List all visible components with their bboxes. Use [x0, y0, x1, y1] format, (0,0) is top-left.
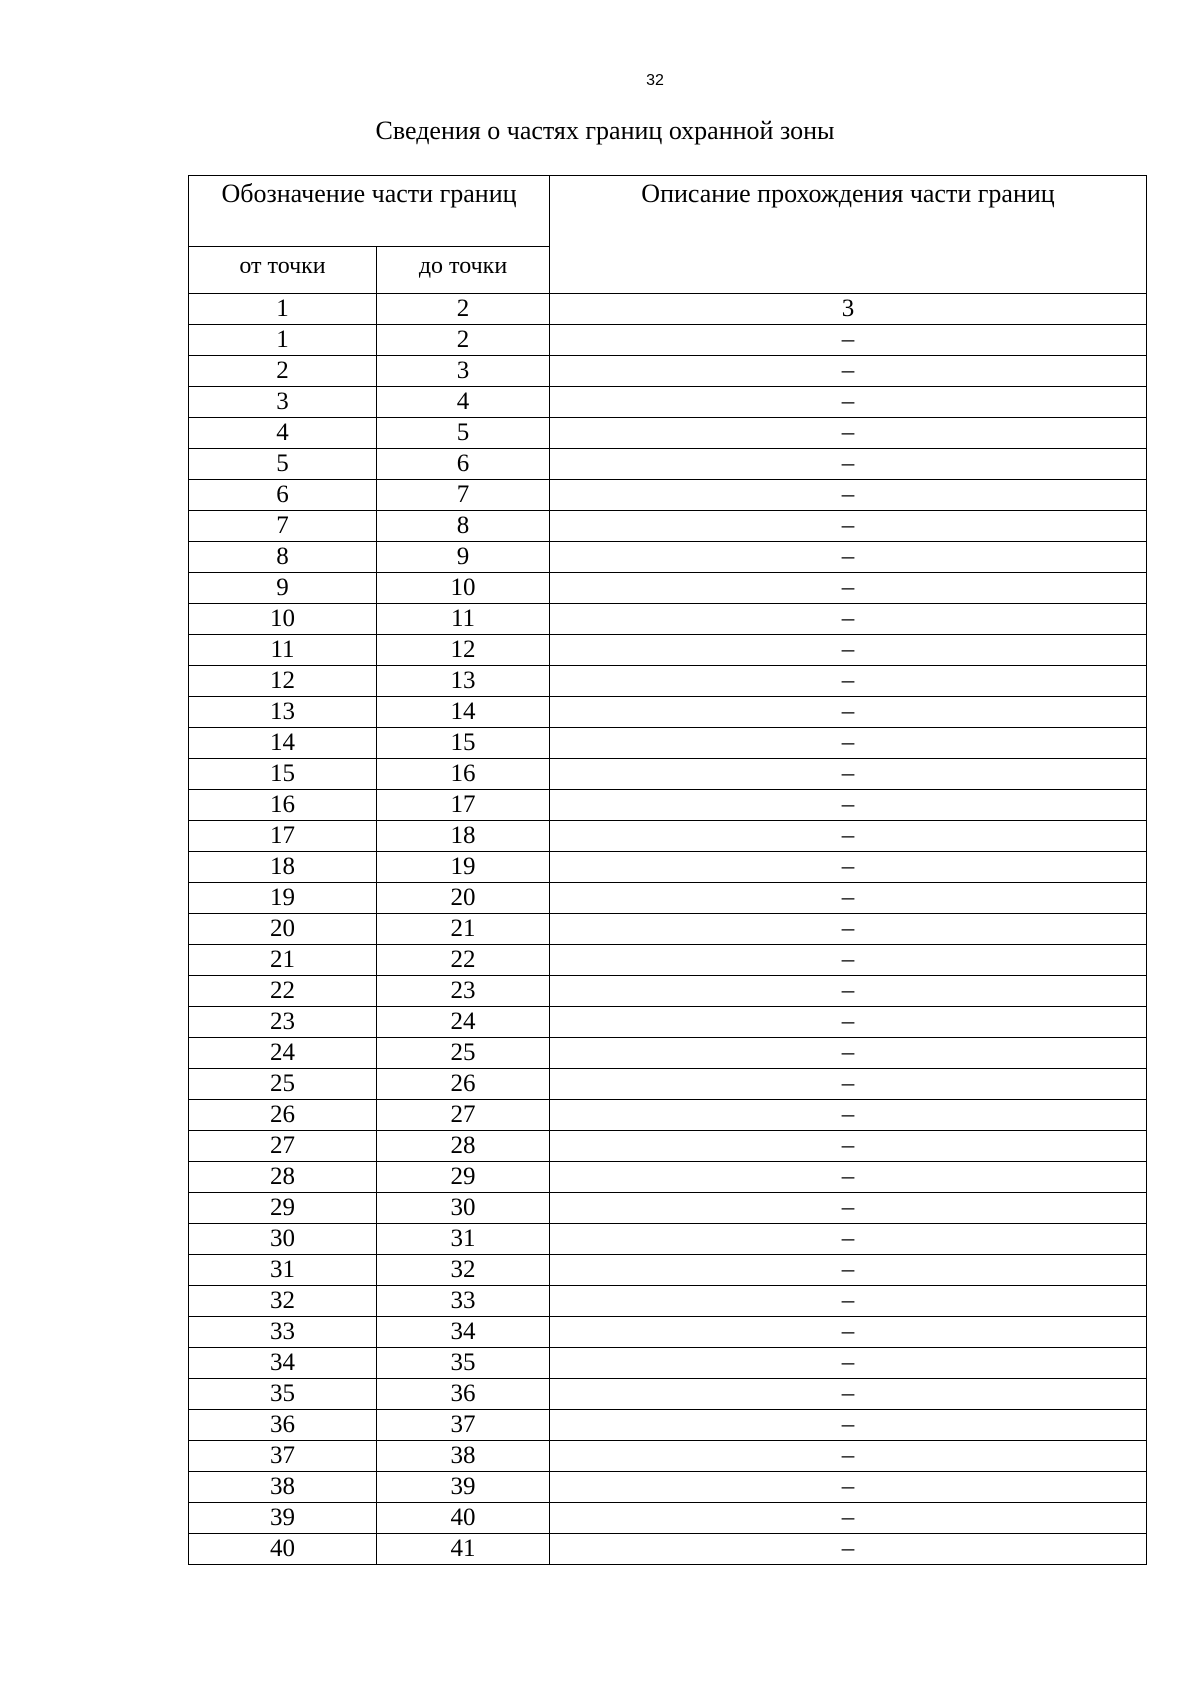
- table-row: [189, 1317, 1147, 1348]
- from-point-cell: 32: [189, 1286, 377, 1317]
- to-point-cell: 40: [377, 1503, 550, 1534]
- from-point-cell: 33: [189, 1317, 377, 1348]
- table-row: [189, 1069, 1147, 1100]
- from-point-cell: 25: [189, 1069, 377, 1100]
- table-row: [189, 573, 1147, 604]
- description-cell: –: [550, 480, 1147, 511]
- to-point-cell: 36: [377, 1379, 550, 1410]
- header-to-point: до точки: [377, 247, 550, 294]
- description-cell: –: [550, 1007, 1147, 1038]
- table-row: [189, 1038, 1147, 1069]
- to-point-cell: 7: [377, 480, 550, 511]
- description-cell: –: [550, 1069, 1147, 1100]
- description-cell: –: [550, 1534, 1147, 1565]
- description-cell: –: [550, 387, 1147, 418]
- description-cell: –: [550, 759, 1147, 790]
- column-number: 3: [550, 294, 1147, 325]
- from-point-cell: 13: [189, 697, 377, 728]
- table-row: [189, 883, 1147, 914]
- to-point-cell: 24: [377, 1007, 550, 1038]
- to-point-cell: 13: [377, 666, 550, 697]
- table-row: [189, 976, 1147, 1007]
- table-row: [189, 1534, 1147, 1565]
- description-cell: –: [550, 1472, 1147, 1503]
- table-row: [189, 1379, 1147, 1410]
- description-cell: –: [550, 821, 1147, 852]
- description-cell: –: [550, 852, 1147, 883]
- description-cell: –: [550, 449, 1147, 480]
- from-point-cell: 2: [189, 356, 377, 387]
- table-row: [189, 449, 1147, 480]
- to-point-cell: 26: [377, 1069, 550, 1100]
- description-cell: –: [550, 883, 1147, 914]
- to-point-cell: 21: [377, 914, 550, 945]
- description-cell: –: [550, 1286, 1147, 1317]
- table-row: [189, 1410, 1147, 1441]
- to-point-cell: 22: [377, 945, 550, 976]
- to-point-cell: 35: [377, 1348, 550, 1379]
- table-row: [189, 790, 1147, 821]
- from-point-cell: 11: [189, 635, 377, 666]
- description-cell: –: [550, 1162, 1147, 1193]
- description-cell: –: [550, 790, 1147, 821]
- to-point-cell: 10: [377, 573, 550, 604]
- table-row: [189, 666, 1147, 697]
- description-cell: –: [550, 1193, 1147, 1224]
- to-point-cell: 33: [377, 1286, 550, 1317]
- to-point-cell: 39: [377, 1472, 550, 1503]
- from-point-cell: 20: [189, 914, 377, 945]
- from-point-cell: 16: [189, 790, 377, 821]
- from-point-cell: 4: [189, 418, 377, 449]
- to-point-cell: 8: [377, 511, 550, 542]
- from-point-cell: 26: [189, 1100, 377, 1131]
- from-point-cell: 17: [189, 821, 377, 852]
- from-point-cell: 1: [189, 325, 377, 356]
- from-point-cell: 34: [189, 1348, 377, 1379]
- description-cell: –: [550, 976, 1147, 1007]
- to-point-cell: 27: [377, 1100, 550, 1131]
- document-title: Сведения о частях границ охранной зоны: [375, 116, 835, 145]
- description-cell: –: [550, 1441, 1147, 1472]
- to-point-cell: 11: [377, 604, 550, 635]
- to-point-cell: 23: [377, 976, 550, 1007]
- header-boundary-description: Описание прохождения части границ: [550, 176, 1147, 294]
- from-point-cell: 23: [189, 1007, 377, 1038]
- description-cell: –: [550, 914, 1147, 945]
- to-point-cell: 17: [377, 790, 550, 821]
- table-row: [189, 542, 1147, 573]
- description-cell: –: [550, 1100, 1147, 1131]
- table-row: [189, 1131, 1147, 1162]
- to-point-cell: 6: [377, 449, 550, 480]
- table-row: [189, 852, 1147, 883]
- to-point-cell: 34: [377, 1317, 550, 1348]
- from-point-cell: 31: [189, 1255, 377, 1286]
- table-row: [189, 356, 1147, 387]
- column-number: 1: [189, 294, 377, 325]
- from-point-cell: 29: [189, 1193, 377, 1224]
- description-cell: –: [550, 573, 1147, 604]
- description-cell: –: [550, 1131, 1147, 1162]
- table-row: [189, 511, 1147, 542]
- from-point-cell: 37: [189, 1441, 377, 1472]
- to-point-cell: 29: [377, 1162, 550, 1193]
- table-row: [189, 1286, 1147, 1317]
- to-point-cell: 2: [377, 325, 550, 356]
- from-point-cell: 30: [189, 1224, 377, 1255]
- table-row: [189, 728, 1147, 759]
- description-cell: –: [550, 728, 1147, 759]
- description-cell: –: [550, 1348, 1147, 1379]
- description-cell: –: [550, 1255, 1147, 1286]
- to-point-cell: 25: [377, 1038, 550, 1069]
- description-cell: –: [550, 356, 1147, 387]
- from-point-cell: 19: [189, 883, 377, 914]
- table-row: [189, 604, 1147, 635]
- from-point-cell: 27: [189, 1131, 377, 1162]
- to-point-cell: 9: [377, 542, 550, 573]
- table-row: [189, 759, 1147, 790]
- from-point-cell: 18: [189, 852, 377, 883]
- description-cell: –: [550, 604, 1147, 635]
- to-point-cell: 4: [377, 387, 550, 418]
- from-point-cell: 6: [189, 480, 377, 511]
- table-row: [189, 1007, 1147, 1038]
- from-point-cell: 7: [189, 511, 377, 542]
- table-row: [189, 945, 1147, 976]
- column-number: 2: [377, 294, 550, 325]
- to-point-cell: 14: [377, 697, 550, 728]
- table-row: [189, 480, 1147, 511]
- description-cell: –: [550, 1317, 1147, 1348]
- from-point-cell: 40: [189, 1534, 377, 1565]
- from-point-cell: 24: [189, 1038, 377, 1069]
- to-point-cell: 41: [377, 1534, 550, 1565]
- from-point-cell: 8: [189, 542, 377, 573]
- from-point-cell: 39: [189, 1503, 377, 1534]
- table-row: [189, 1224, 1147, 1255]
- table-row: [189, 1503, 1147, 1534]
- column-number-row: [189, 294, 1147, 325]
- from-point-cell: 35: [189, 1379, 377, 1410]
- to-point-cell: 20: [377, 883, 550, 914]
- table-row: [189, 1100, 1147, 1131]
- to-point-cell: 32: [377, 1255, 550, 1286]
- description-cell: –: [550, 542, 1147, 573]
- table-row: [189, 325, 1147, 356]
- table-row: [189, 1162, 1147, 1193]
- description-cell: –: [550, 511, 1147, 542]
- table-row: [189, 635, 1147, 666]
- table-row: [189, 1255, 1147, 1286]
- table-row: [189, 1441, 1147, 1472]
- from-point-cell: 38: [189, 1472, 377, 1503]
- to-point-cell: 28: [377, 1131, 550, 1162]
- description-cell: –: [550, 1410, 1147, 1441]
- description-cell: –: [550, 635, 1147, 666]
- description-cell: –: [550, 697, 1147, 728]
- from-point-cell: 22: [189, 976, 377, 1007]
- from-point-cell: 5: [189, 449, 377, 480]
- description-cell: –: [550, 1503, 1147, 1534]
- table-row: [189, 1348, 1147, 1379]
- from-point-cell: 9: [189, 573, 377, 604]
- from-point-cell: 12: [189, 666, 377, 697]
- table-row: [189, 821, 1147, 852]
- description-cell: –: [550, 1379, 1147, 1410]
- table-row: [189, 1472, 1147, 1503]
- description-cell: –: [550, 325, 1147, 356]
- to-point-cell: 12: [377, 635, 550, 666]
- to-point-cell: 31: [377, 1224, 550, 1255]
- description-cell: –: [550, 666, 1147, 697]
- to-point-cell: 37: [377, 1410, 550, 1441]
- to-point-cell: 18: [377, 821, 550, 852]
- from-point-cell: 21: [189, 945, 377, 976]
- header-from-point: от точки: [189, 247, 377, 294]
- to-point-cell: 38: [377, 1441, 550, 1472]
- table-row: [189, 697, 1147, 728]
- header-boundary-designation: Обозначение части границ: [189, 176, 550, 247]
- from-point-cell: 28: [189, 1162, 377, 1193]
- page-number: 32: [646, 72, 664, 89]
- description-cell: –: [550, 1224, 1147, 1255]
- table-row: [189, 387, 1147, 418]
- to-point-cell: 5: [377, 418, 550, 449]
- from-point-cell: 15: [189, 759, 377, 790]
- table-row: [189, 1193, 1147, 1224]
- boundary-parts-table: [188, 175, 1147, 1565]
- from-point-cell: 3: [189, 387, 377, 418]
- to-point-cell: 15: [377, 728, 550, 759]
- to-point-cell: 3: [377, 356, 550, 387]
- description-cell: –: [550, 1038, 1147, 1069]
- description-cell: –: [550, 418, 1147, 449]
- from-point-cell: 14: [189, 728, 377, 759]
- description-cell: –: [550, 945, 1147, 976]
- table-row: [189, 914, 1147, 945]
- from-point-cell: 36: [189, 1410, 377, 1441]
- to-point-cell: 19: [377, 852, 550, 883]
- to-point-cell: 16: [377, 759, 550, 790]
- from-point-cell: 10: [189, 604, 377, 635]
- to-point-cell: 30: [377, 1193, 550, 1224]
- table-row: [189, 418, 1147, 449]
